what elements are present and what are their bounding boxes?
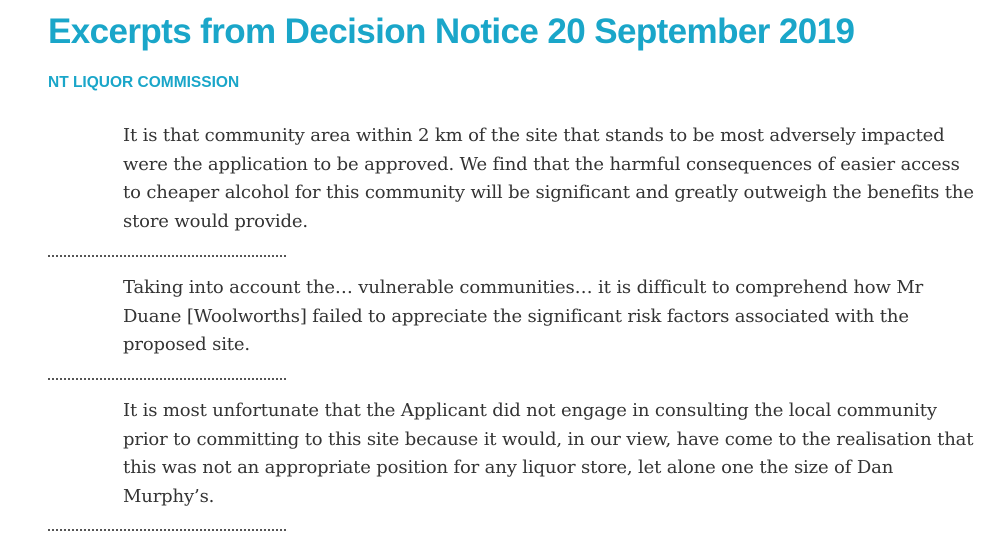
dotted-divider [48, 255, 286, 257]
page-title: Excerpts from Decision Notice 20 September 2019 [48, 12, 855, 51]
page-subtitle: NT LIQUOR COMMISSION [48, 74, 240, 91]
dotted-divider [48, 529, 286, 531]
excerpt-paragraph-2: Taking into account the… vulnerable communities… it is difficult to comprehend how Mr Duane [Woolworths] failed to appreciate the significant risk factors associated with the proposed site. [123, 277, 924, 356]
excerpt-paragraph-3: It is most unfortunate that the Applicant did not engage in consulting the local community prior to committing to this site because it would, in our view, have come to the realisation that this was not an appropriate position for any liquor store, let alone one the size of Dan Murphy’s. [123, 400, 974, 507]
dotted-divider [48, 378, 286, 380]
excerpt-paragraph-1: It is that community area within 2 km of the site that stands to be most adversely impacted were the application to be approved. We find that the harmful consequences of easier access to cheaper alcohol for this community will be significant and greatly outweigh the benefits the store would provide. [123, 125, 974, 232]
